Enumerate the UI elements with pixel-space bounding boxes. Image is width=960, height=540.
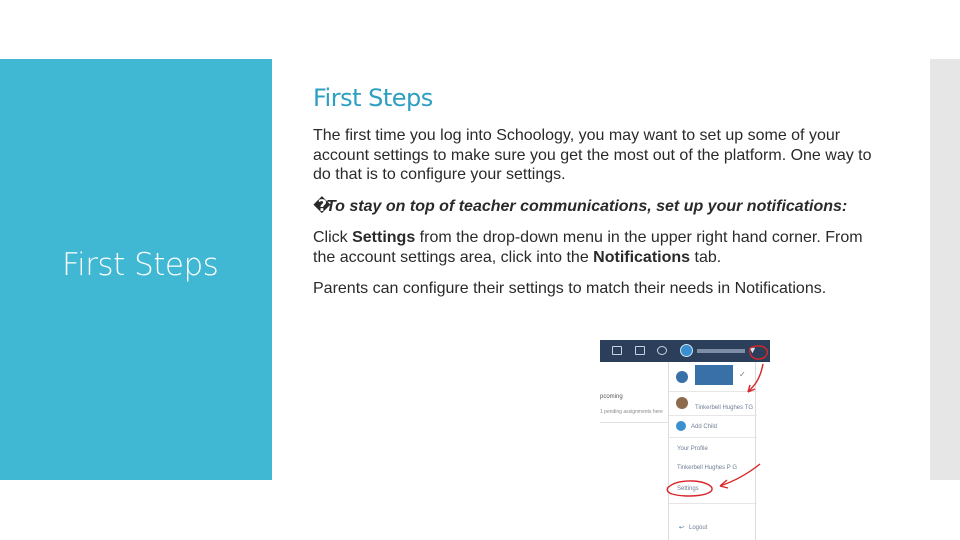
settings-menu-item[interactable]: Settings	[677, 486, 699, 492]
right-gray-strip	[930, 59, 960, 480]
upcoming-label: pcoming	[600, 394, 623, 400]
chevron-down-icon[interactable]: ▼	[748, 345, 757, 355]
child-name: Tinkerbell Hughes TG	[695, 405, 754, 411]
annotation-circle-settings	[667, 481, 712, 496]
bullet-icon: �	[313, 197, 331, 215]
instructions-text-3: tab.	[690, 248, 722, 266]
upcoming-subtext: 1 pending assignments here	[600, 409, 663, 415]
annotation-overlay	[600, 340, 770, 540]
add-child-label: Add Child	[691, 424, 718, 430]
check-icon: ✓	[739, 370, 746, 379]
emphasis-text: To stay on top of teacher communications, set up your notifications:	[326, 197, 848, 215]
instructions-paragraph	[313, 228, 873, 267]
parents-note: Parents can configure their settings to match their needs in Notifications.	[313, 280, 827, 297]
logout-icon: ↩	[679, 525, 685, 531]
logout-label: Logout	[689, 525, 708, 531]
slide-content	[313, 84, 873, 311]
instructions-text-1: Click	[313, 229, 353, 246]
annotation-arrow-top	[748, 364, 763, 392]
instructions-text-2: from the drop-down menu in the upper right hand corner. From the account settings area, click into the	[313, 229, 863, 266]
page-title: First Steps	[313, 84, 433, 112]
annotation-arrow-bottom	[720, 464, 760, 486]
emphasis-bullet	[313, 197, 873, 217]
schoology-screenshot	[600, 340, 770, 540]
settings-keyword: Settings	[352, 229, 416, 246]
annotation-circle-avatar	[750, 346, 768, 359]
section-title: First Steps	[62, 247, 219, 283]
notifications-keyword: Notifications	[593, 248, 691, 266]
intro-paragraph: The first time you log into Schoology, you may want to set up some of your account settings to make sure you get the most out of the platform. One way to do that is to configure your settings.	[313, 127, 872, 183]
profile-name[interactable]: Tinkerbell Hughes P G	[677, 465, 738, 471]
your-profile-link[interactable]: Your Profile	[677, 446, 708, 452]
